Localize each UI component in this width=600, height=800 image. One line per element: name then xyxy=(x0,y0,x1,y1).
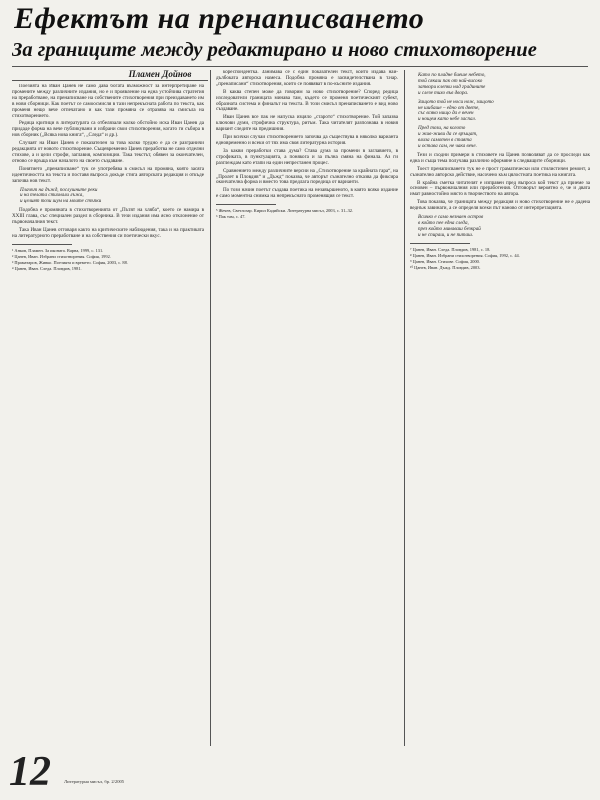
paragraph: Случаят на Иван Цанев е показателен за това колко трудно е да се разграничи редакцията от новото стихотворение. Същевременно Цанев преработва не само отделни стихове, а и цели строфи, заглавия, композиции. Така текстът, обявен за окончателен, отново се връща към началото на своето създаване. xyxy=(12,140,204,164)
poem-excerpt: Пред този, на когото и жив-живи да се връщат, влиза самотен в стаята и остава сам, не чака вече. xyxy=(418,125,478,149)
poem-excerpt: Защото той не носи нож, защото не шибаше – едно от двете, със всяко нищо да е вечен и нощем като небе заспал. xyxy=(418,98,494,123)
publication-footer: Литературна мисъл, бр. 2/2005 xyxy=(64,779,125,784)
footnote: ⁵ Жечев, Светлозар. Кирил Кадийски. Литературна мисъл, 2003, с. 31–32. xyxy=(216,208,354,214)
paragraph: Иван Цанев все пак не напуска изцяло „старото“ стихотворение. Той запазва ключови думи, строфична структура, ритъм. Така читателят разпознава в новия вариант следите на предишния. xyxy=(216,114,398,133)
article-title: Ефектът на пренаписването xyxy=(14,2,425,35)
footnote: ⁷ Цанев, Иван. Следа. Пловдив, 1981, с. 18. xyxy=(410,246,491,252)
text-column-2 xyxy=(216,70,398,744)
footnote-rule xyxy=(12,244,72,245)
subtitle-conjunction: и xyxy=(331,39,344,61)
paragraph: За какви преработки става дума? Става дума за промени в заглавието, в строфиката, в пунктуацията, а понякога и за пълна смяна на финала. Аз ги разглеждам като етапи на един непрестанен процес. xyxy=(216,147,398,166)
footnote: ⁴ Цанев, Иван. Следа. Пловдив, 1981. xyxy=(12,266,82,272)
paragraph: При всички случаи стихотворението започва да съществува в няколко варианта едновременно и всеки от тях има своя литературна история. xyxy=(216,134,398,146)
paragraph: В крайна сметка читателят е изправен пред въпроса кой текст да приеме за основен – първоначалния или преработения. Отговорът вероятно е, че и двата имат равностойно място в творчеството на автора. xyxy=(410,179,590,198)
footnote: ³ Праматаров, Живко. Поезията и времето. София, 2003, с. 88. xyxy=(12,260,128,266)
paragraph: Тези и сходни примери в стиховете на Цанев позволяват да се проследи как една и съща тема получава различно оформяне в следващите сборници. xyxy=(410,151,590,164)
footnote-rule xyxy=(410,243,470,244)
subtitle-prefix: За границите между xyxy=(12,39,203,61)
paragraph: По този начин поетът създава поетика на незавършеното, в която всяко издание е само моментна снимка на непрекъснато променящия се текст. xyxy=(216,187,398,200)
subtitle-word-edited: редактирано xyxy=(207,39,327,61)
paragraph: кореспондентка. Занимава се с един показателен текст, който издава най-дълбоката авторска намеса. Подобна промяна е засвидетелствана в т.нар. „пренаписани“ стихотворения, които се появяват в по-късните издания. xyxy=(216,70,398,87)
footnote: ⁸ Цанев, Иван. Избрани стихотворения. София, 1992, с. 44. xyxy=(410,252,520,258)
paragraph: Понятието „пренаписване“ тук се употребява в смисъл на промяна, която засяга идентичността на текста и поставя въпроса докъде стига авторската редакция и откъде започва нов текст. xyxy=(12,165,204,184)
subtitle-suffix: стихотворение xyxy=(394,39,537,61)
article-subtitle xyxy=(12,38,596,62)
subtitle-word-new: ново xyxy=(348,39,389,61)
paragraph: Така Иван Цанев отговаря както на критическите наблюдения, така и на практиката на литературното преработване и на собствения си поетически вкус. xyxy=(12,226,204,239)
author-rule xyxy=(12,80,208,81)
paragraph: Това показва, че границата между редакция и ново стихотворение не е дадена веднъж завинаги, а се определя всеки път наново от интерпретацията. xyxy=(410,199,590,212)
footnote: ¹⁰ Цанев, Иван. Дъжд. Пловдив, 2003. xyxy=(410,265,481,271)
paragraph: Подобна е промяната в стихотворенията от „Пътят на хляба“, което се намира в XXIII глава, със специален раздел в сборника. В тези издания има ясно отклонение от първоначалния текст. xyxy=(12,207,204,226)
paragraph: Редица критици в литературата са отбелязали колко обстойно иска Иван Цанев да придаде форма на вече публикувани и избрани свои стихотворения, когато ги събира в нов сборник („Всяка нова книга“, „Следа“ и др.). xyxy=(12,120,204,139)
article-author: Пламен Дойнов xyxy=(128,69,192,79)
column-divider xyxy=(404,70,405,746)
header-rule xyxy=(12,66,588,67)
footnote: ⁶ Пак там, с. 47. xyxy=(216,214,246,220)
paragraph: Тоест пренаписването тук не е прост граматически или стилистичен ремонт, а съзнателно авторско действие, насочено към цялостната поетика на книгата. xyxy=(410,165,590,178)
paragraph: Сравнението между различните версии на „Стихотворение за крайната гара“, на „Пролет в Пловдив“ и „Дъжд“ показва, че авторът съзнателно отказва да фиксира окончателна форма и вместо това предлага поредица от варианти. xyxy=(216,167,398,186)
footnote: ² Цанев, Иван. Избрани стихотворения. София, 1992. xyxy=(12,253,111,259)
text-column-3 xyxy=(410,70,590,744)
page-number: 12 xyxy=(9,749,51,795)
poem-excerpt: Плачът на дъжд, послушните реки и на телата стихнали лъжа, и целият този шум на моите стъпки xyxy=(20,186,102,205)
column-divider xyxy=(210,70,211,746)
footnote-rule xyxy=(216,204,276,205)
footnote: ⁹ Цанев, Иван. Стихове. София, 2000. xyxy=(410,259,480,265)
footnote: ¹ Анков, Пламен. За иконата. Варна, 1999, с. 131. xyxy=(12,247,104,253)
poem-excerpt: Всичко е само незнаен остров в който пее една следа, през който минаваш безкрай и не спираш, и не питаш. xyxy=(418,214,484,238)
paragraph: Поезията на Иван Цанев не само дава богата възможност за интерпретиране на промените между различните издания, но е и проявление на една устойчива стратегия на преработване, на пренаписване на собствените стихотворения при преиздаването им в нови сборници. Как поетът се самоосмисля в тази непрекъсната работа по текста, как променя нещо вече отпечатано и как тази промяна се отразява на смисъла на стихотворението. xyxy=(12,84,204,119)
text-column-1 xyxy=(12,84,204,744)
paragraph: В каква степен може да говорим за ново стихотворение? Според редица изследователи границата минава там, където се променя поетическият субект, образната система и финалът на текста. В този смисъл пренаписването е вид ново създаване. xyxy=(216,88,398,113)
poem-excerpt: Като по пладне биеше небето, той сякаш пак от най-високо затвори клепки над градините и слезе тихо във двора. xyxy=(418,72,486,96)
